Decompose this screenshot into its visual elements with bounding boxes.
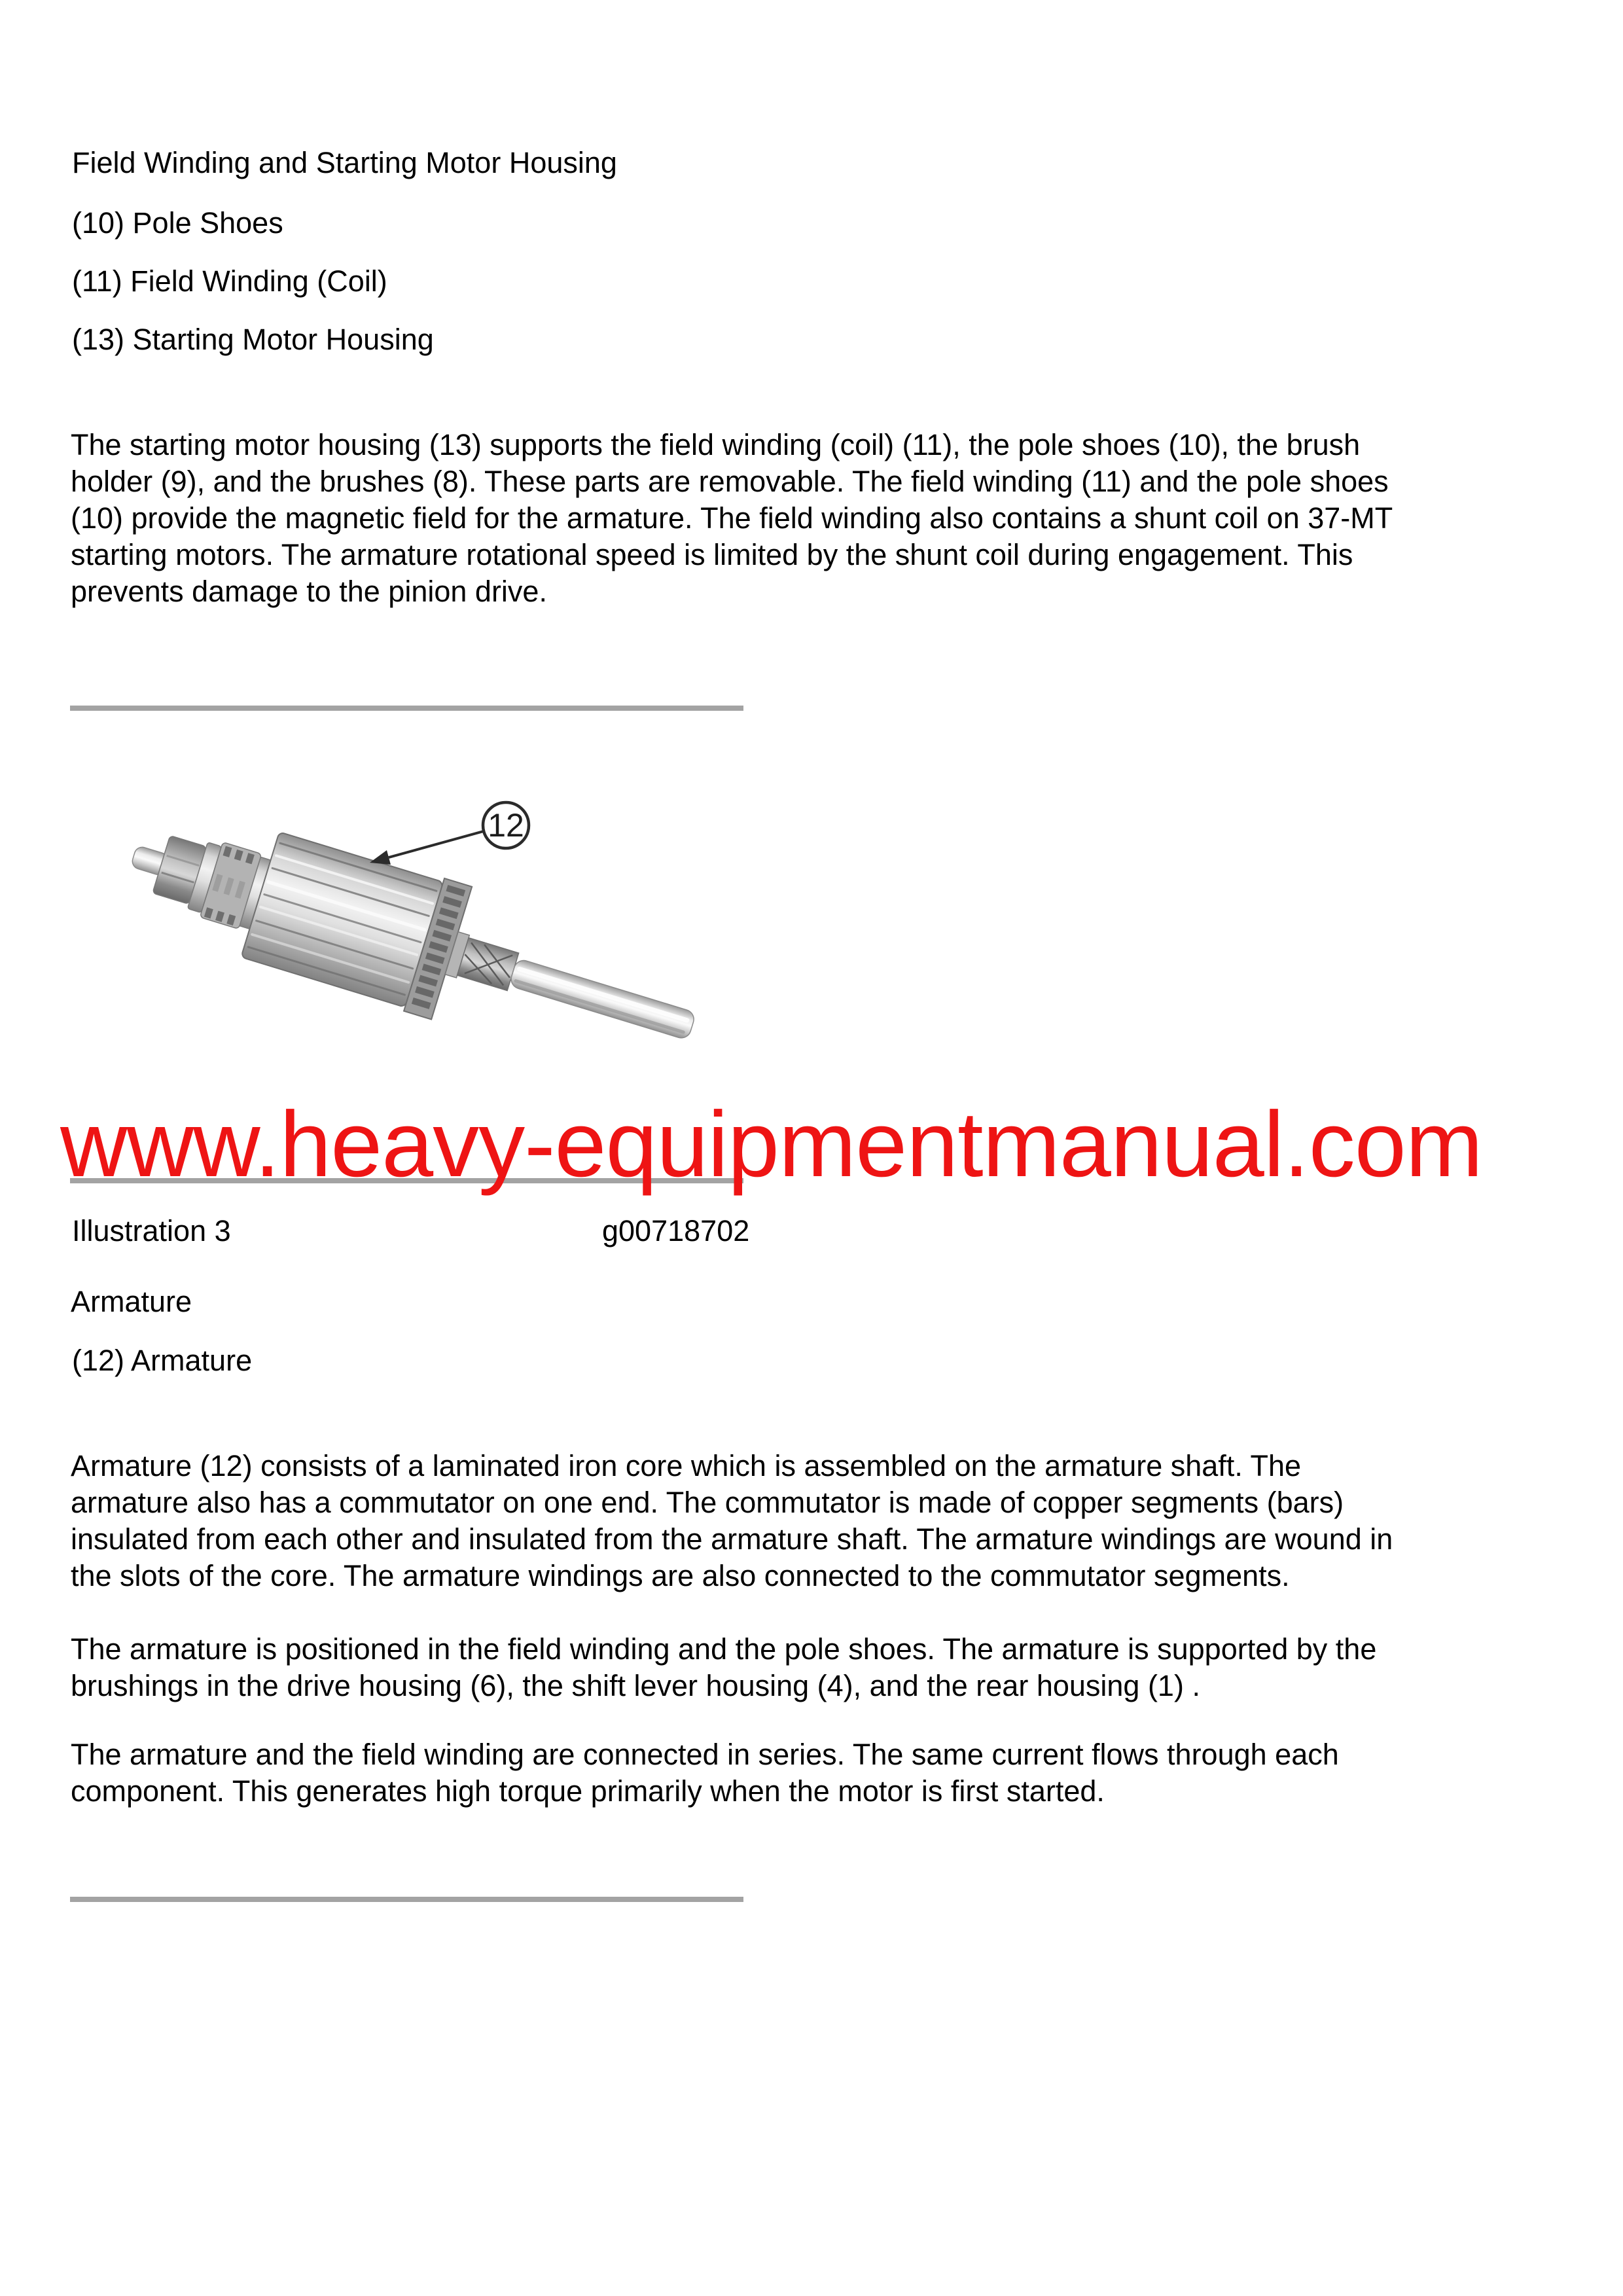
text-line: the slots of the core. The armature windings are also connected to the commutator segments.: [71, 1559, 1290, 1592]
paragraph-armature-core: [71, 1448, 1550, 1594]
divider: [70, 706, 743, 711]
component-callout-10: (10) Pole Shoes: [72, 206, 283, 240]
text-line: starting motors. The armature rotational speed is limited by the shunt coil during engagement. This: [71, 538, 1353, 571]
section-title: Field Winding and Starting Motor Housing: [72, 146, 617, 179]
figure-title: Armature: [71, 1285, 192, 1318]
callout-arrowhead: [370, 850, 391, 865]
text-line: insulated from each other and insulated from the armature shaft. The armature windings are wound in: [71, 1522, 1393, 1556]
text-line: brushings in the drive housing (6), the shift lever housing (4), and the rear housing (1) .: [71, 1669, 1200, 1702]
text-line: armature also has a commutator on one end. The commutator is made of copper segments (bars): [71, 1486, 1344, 1519]
paragraph-armature-position: [71, 1631, 1550, 1704]
figure-caption-row: [72, 1213, 1551, 1249]
text-line: The starting motor housing (13) supports the field winding (coil) (11), the pole shoes (10), the brush: [71, 428, 1361, 461]
text-line: (10) provide the magnetic field for the armature. The field winding also contains a shunt coil on 37-MT: [71, 501, 1393, 535]
paragraph-armature-series: [71, 1736, 1550, 1810]
text-line: holder (9), and the brushes (8). These parts are removable. The field winding (11) and the pole shoes: [71, 465, 1389, 498]
illustration-code: g00718702: [602, 1214, 750, 1247]
illustration-label: Illustration 3: [72, 1214, 231, 1247]
armature-figure: [98, 736, 720, 1103]
text-line: prevents damage to the pinion drive.: [71, 575, 547, 608]
armature-body: [113, 789, 712, 1093]
callout-leader-line: [389, 831, 484, 857]
text-line: component. This generates high torque primarily when the motor is first started.: [71, 1774, 1105, 1808]
callout-number: 12: [488, 807, 524, 844]
text-line: The armature and the field winding are connected in series. The same current flows through each: [71, 1738, 1339, 1771]
armature-illustration: [98, 736, 720, 1103]
divider: [70, 1897, 743, 1902]
watermark-text: www.heavy-equipmentmanual.com: [60, 1092, 1483, 1196]
component-callout-11: (11) Field Winding (Coil): [72, 264, 387, 298]
text-line: The armature is positioned in the field winding and the pole shoes. The armature is supported by the: [71, 1632, 1377, 1666]
component-callout-13: (13) Starting Motor Housing: [72, 323, 434, 356]
paragraph-housing: [71, 427, 1550, 610]
figure-legend-item: (12) Armature: [72, 1344, 253, 1377]
text-line: Armature (12) consists of a laminated iron core which is assembled on the armature shaft. The: [71, 1449, 1302, 1482]
